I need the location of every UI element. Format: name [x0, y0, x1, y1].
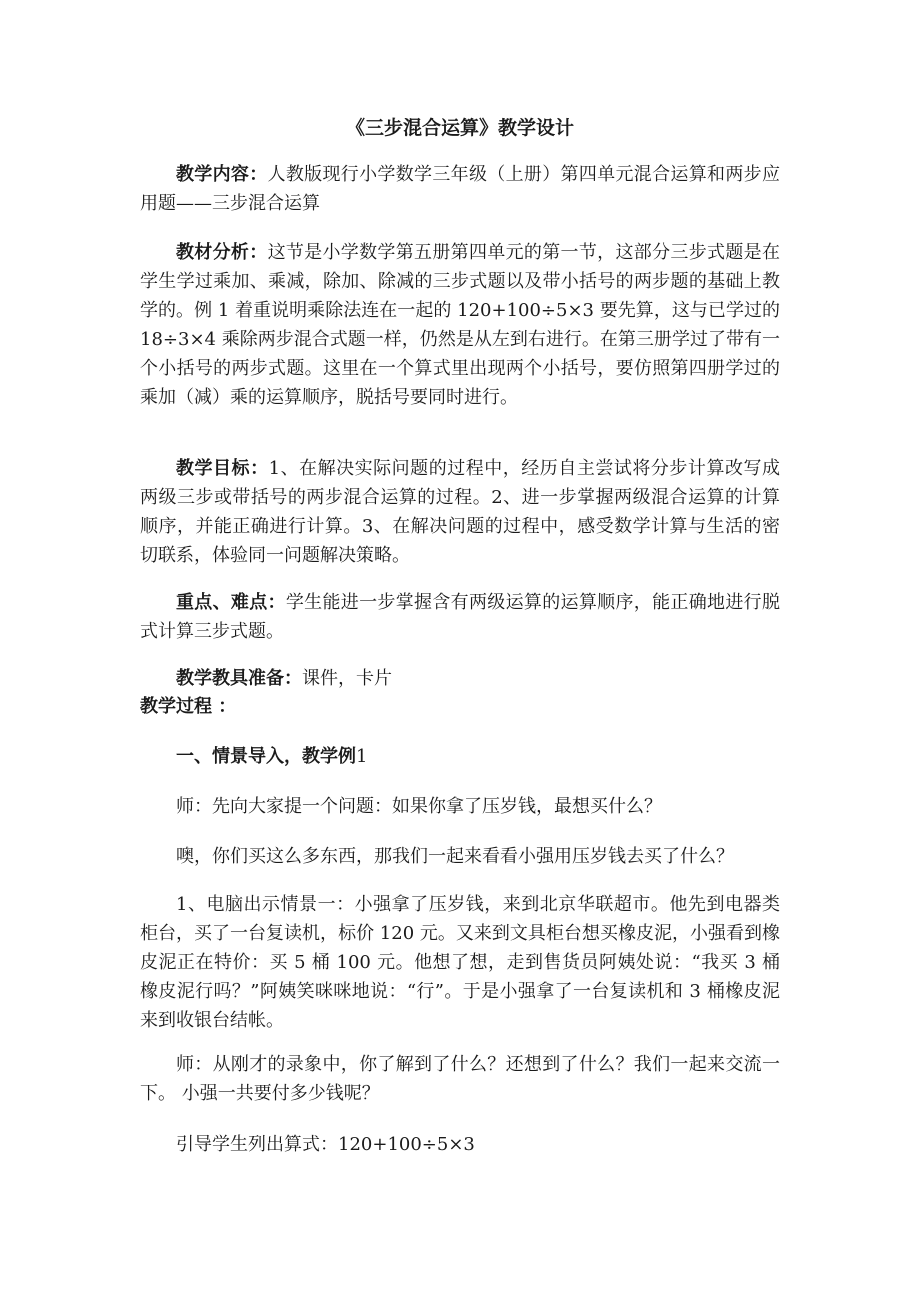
equation-guide-paragraph: 引导学生列出算式：120+100÷5×3	[176, 1134, 475, 1155]
teaching-process-heading: 教学过程 ：	[140, 696, 237, 717]
key-points-label: 重点、难点：	[176, 592, 286, 613]
follow-up-paragraph: 噢，你们买这么多东西，那我们一起来看看小强用压岁钱去买了什么？	[176, 846, 734, 867]
discussion-paragraph: 师：从刚才的录象中，你了解到了什么？还想到了什么？我们一起来交流一下。 小强一共要付多少钱呢？	[140, 1054, 780, 1104]
teaching-content-label: 教学内容：	[176, 164, 268, 185]
section-1-heading	[176, 742, 367, 771]
key-points-paragraph	[140, 588, 780, 646]
material-analysis-label: 教材分析：	[176, 242, 268, 263]
teaching-goals-paragraph	[140, 454, 780, 570]
teaching-tools-paragraph	[140, 664, 780, 693]
section-1-heading-text: 一、情景导入，教学例	[176, 746, 356, 767]
material-analysis-paragraph	[140, 238, 780, 412]
scenario-one-paragraph: 1、电脑出示情景一：小强拿了压岁钱，来到北京华联超市。他先到电器类柜台，买了一台复读机，标价 120 元。又来到文具柜台想买橡皮泥，小强看到橡皮泥正在特价：买 5 桶 100 元。他想了想，走到售货员阿姨处说：“我买 3 桶橡皮泥行吗？”阿姨笑咪咪地说：“行”。于是小强拿了一台复读机和 3 桶橡皮泥来到收银台结帐。	[140, 894, 780, 1031]
teaching-content-text: 人教版现行小学数学三年级（上册）第四单元混合运算和两步应用题——三步混合运算	[140, 164, 780, 214]
material-analysis-text: 这节是小学数学第五册第四单元的第一节，这部分三步式题是在学生学过乘加、乘减，除加、除减的三步式题以及带小括号的两步题的基础上教学的。例 1 着重说明乘除法连在一起的 120+100÷5×3 要先算，这与已学过的 18÷3×4 乘除两步混合式题一样，仍然是从左到右进行。在第三册学过了带有一个小括号的两步式题。这里在一个算式里出现两个小括号，要仿照第四册学过的乘加（减）乘的运算顺序，脱括号要同时进行。	[140, 242, 780, 408]
teaching-content-paragraph	[140, 160, 780, 218]
teaching-tools-text: 课件，卡片	[302, 668, 392, 689]
section-1-heading-number: 1	[356, 746, 368, 767]
teaching-tools-label: 教学教具准备：	[176, 668, 302, 689]
document-title: 《三步混合运算》教学设计	[345, 117, 574, 139]
teaching-goals-label: 教学目标：	[176, 458, 269, 479]
key-points-text: 学生能进一步掌握含有两级运算的运算顺序，能正确地进行脱式计算三步式题。	[140, 592, 780, 642]
teacher-question-paragraph: 师：先向大家提一个问题：如果你拿了压岁钱，最想买什么？	[176, 796, 662, 817]
teaching-goals-text: 1、在解决实际问题的过程中，经历自主尝试将分步计算改写成两级三步或带括号的两步混合运算的过程。2、进一步掌握两级混合运算的计算顺序，并能正确进行计算。3、在解决问题的过程中，感受数学计算与生活的密切联系，体验同一问题解决策略。	[140, 458, 781, 566]
